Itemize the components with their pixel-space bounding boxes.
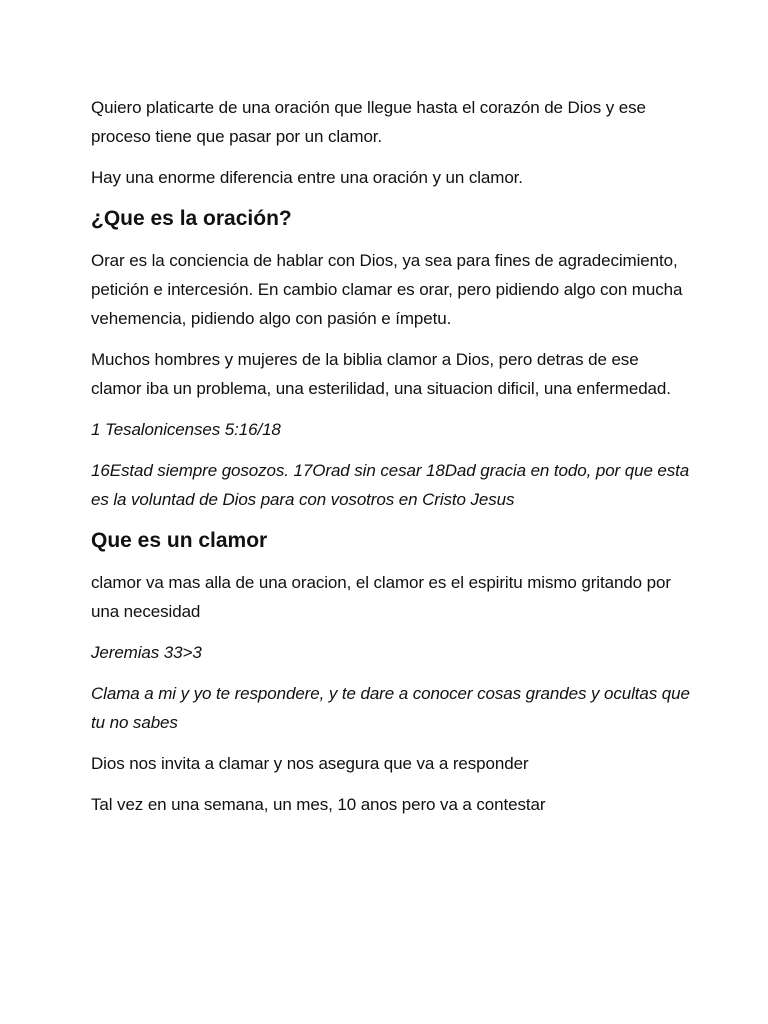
section-heading-clamor: Que es un clamor xyxy=(91,529,268,552)
scripture-reference: 1 Tesalonicenses 5:16/18 xyxy=(91,420,281,439)
section-heading-oracion: ¿Que es la oración? xyxy=(91,207,292,230)
intro-paragraph: Quiero platicarte de una oración que llegue hasta el corazón de Dios y ese proceso tiene que pasar por un clamor. xyxy=(91,98,646,146)
scripture-verse: 16Estad siempre gosozos. 17Orad sin cesar 18Dad gracia en todo, por que esta es la voluntad de Dios para con vosotros en Cristo Jesus xyxy=(91,461,690,509)
scripture-verse: Clama a mi y yo te respondere, y te dare a conocer cosas grandes y ocultas que tu no sabes xyxy=(91,684,690,732)
difference-paragraph: Hay una enorme diferencia entre una oración y un clamor. xyxy=(91,168,523,187)
closing-paragraph: Tal vez en una semana, un mes, 10 anos pero va a contestar xyxy=(91,795,546,814)
invitation-paragraph: Dios nos invita a clamar y nos asegura que va a responder xyxy=(91,754,529,773)
biblia-paragraph: Muchos hombres y mujeres de la biblia clamor a Dios, pero detras de ese clamor iba un problema, una esterilidad, una situacion dificil, una enfermedad. xyxy=(91,350,671,398)
clamor-definition-paragraph: clamor va mas alla de una oracion, el clamor es el espiritu mismo gritando por una necesidad xyxy=(91,573,671,621)
oracion-definition-paragraph: Orar es la conciencia de hablar con Dios, ya sea para fines de agradecimiento, petición e intercesión. En cambio clamar es orar, pero pidiendo algo con mucha vehemencia, pidiendo algo con pasión e ímpetu. xyxy=(91,251,683,328)
document-page xyxy=(91,93,691,831)
scripture-reference: Jeremias 33>3 xyxy=(91,643,202,662)
